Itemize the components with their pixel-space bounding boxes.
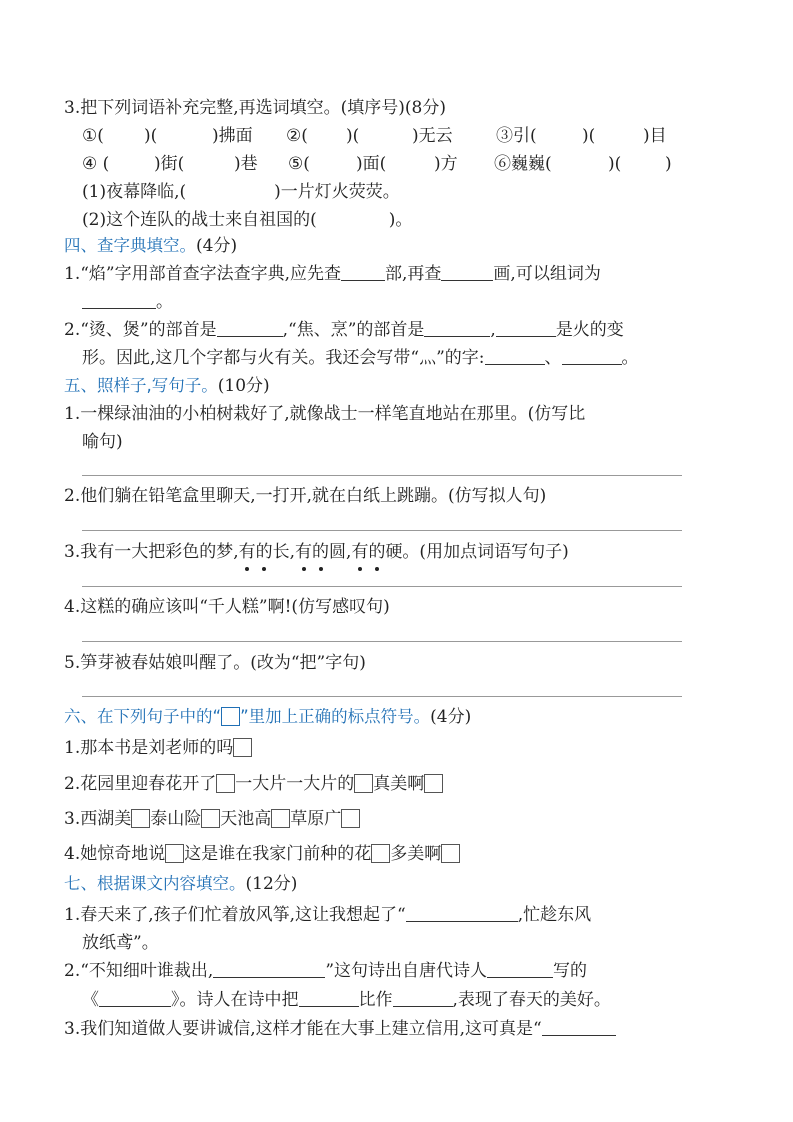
s5-question-1-cont: 喻句) xyxy=(82,432,123,452)
q3-row2-cell: )巷 xyxy=(234,154,258,174)
answer-blank[interactable] xyxy=(341,263,385,281)
punctuation-box[interactable] xyxy=(424,774,443,793)
q3-sentence-2: (2)这个连队的战士来自祖国的( )。 xyxy=(82,210,413,230)
q3-row1-cell: ③引( xyxy=(496,126,537,146)
answer-blank[interactable] xyxy=(393,989,453,1007)
answer-line[interactable] xyxy=(82,475,682,476)
s5-question-5: 5.笋芽被春姑娘叫醒了。(改为“把”字句) xyxy=(64,653,366,673)
q3-title: 3.把下列词语补充完整,再选词填空。(填序号)(8分) xyxy=(64,98,446,118)
section-4-title: 四、查字典填空。(4分) xyxy=(64,236,238,256)
q3-row1-cell: )( xyxy=(144,126,158,146)
answer-blank[interactable] xyxy=(441,263,493,281)
q3-row1-cell: )拂面 xyxy=(212,126,253,146)
answer-blank[interactable] xyxy=(542,1018,616,1036)
q3-row2-cell: ④ ( xyxy=(82,154,110,174)
q3-row1-cell: ②( xyxy=(286,126,308,146)
s6-question-4: 4.她惊奇地说 这是谁在我家门前种的花 多美啊 xyxy=(64,842,460,866)
emphasis-char: 的 xyxy=(255,542,273,562)
answer-blank[interactable] xyxy=(406,904,518,922)
answer-blank[interactable] xyxy=(562,347,622,365)
answer-blank[interactable] xyxy=(213,960,325,978)
s6-question-1: 1.那本书是刘老师的吗 xyxy=(64,736,252,760)
s7-question-1-cont: 放纸鸢”。 xyxy=(82,933,159,953)
q3-row2-cell: ⑥巍巍( xyxy=(494,154,552,174)
s7-question-2: 2.“不知细叶谁裁出, ”这句诗出自唐代诗人 写的 xyxy=(64,961,588,981)
answer-blank[interactable] xyxy=(485,347,545,365)
q3-row2-cell: )街( xyxy=(154,154,185,174)
s7-question-1: 1.春天来了,孩子们忙着放风筝,这让我想起了“ ,忙趁东风 xyxy=(64,905,592,925)
s4-question-2-cont: 形。因此,这几个字都与火有关。我还会写带“灬”的字: 、 。 xyxy=(82,348,639,368)
punctuation-box[interactable] xyxy=(201,809,220,828)
emphasis-char: 的 xyxy=(312,542,330,562)
q3-row1-cell: )目 xyxy=(643,126,667,146)
s5-question-1: 1.一棵绿油油的小柏树栽好了,就像战士一样笔直地站在那里。(仿写比 xyxy=(64,404,586,424)
s6-question-2: 2.花园里迎春花开了 一大片一大片的 真美啊 xyxy=(64,772,443,796)
punctuation-box[interactable] xyxy=(441,844,460,863)
s6-question-3: 3.西湖美 泰山险 天池高 草原广 xyxy=(64,807,360,831)
punctuation-box[interactable] xyxy=(371,844,390,863)
answer-blank[interactable] xyxy=(82,291,156,309)
q3-row1-cell: )( xyxy=(346,126,360,146)
section-5-title: 五、照样子,写句子。(10分) xyxy=(64,376,270,396)
s5-question-3: 3.我有一大把彩色的梦,有的长,有的圆,有的硬。(用加点词语写句子) xyxy=(64,542,569,562)
q3-row2-cell: ⑤( xyxy=(288,154,310,174)
punctuation-box[interactable] xyxy=(165,844,184,863)
answer-line[interactable] xyxy=(82,586,682,587)
q3-sentence-1: (1)夜幕降临,( )一片灯火荧荧。 xyxy=(82,182,400,202)
punctuation-box[interactable] xyxy=(216,774,235,793)
answer-blank[interactable] xyxy=(424,319,490,337)
q3-row1-cell: ①( xyxy=(82,126,104,146)
punctuation-box[interactable] xyxy=(131,809,150,828)
emphasis-char: 有 xyxy=(295,542,313,562)
emphasis-char: 有 xyxy=(238,542,256,562)
section-6-title: 六、在下列句子中的“ ”里加上正确的标点符号。(4分) xyxy=(64,707,472,727)
answer-line[interactable] xyxy=(82,641,682,642)
answer-blank[interactable] xyxy=(299,989,359,1007)
punctuation-box-icon xyxy=(221,707,240,726)
s7-question-2-cont: 《 》。诗人在诗中把 比作 ,表现了春天的美好。 xyxy=(82,990,611,1010)
s5-question-4: 4.这糕的确应该叫“千人糕”啊!(仿写感叹句) xyxy=(64,597,390,617)
s4-question-1-cont: 。 xyxy=(82,290,173,314)
emphasis-char: 的 xyxy=(368,542,386,562)
q3-row2-cell: )方 xyxy=(434,154,458,174)
answer-line[interactable] xyxy=(82,696,682,697)
punctuation-box[interactable] xyxy=(271,809,290,828)
answer-blank[interactable] xyxy=(217,319,283,337)
q3-row1-cell: )无云 xyxy=(412,126,453,146)
punctuation-box[interactable] xyxy=(233,738,252,757)
answer-line[interactable] xyxy=(82,530,682,531)
punctuation-box[interactable] xyxy=(354,774,373,793)
section-7-title: 七、根据课文内容填空。(12分) xyxy=(64,874,298,894)
punctuation-box[interactable] xyxy=(341,809,360,828)
emphasis-char: 有 xyxy=(351,542,369,562)
q3-row2-cell: )面( xyxy=(356,154,387,174)
s4-question-2: 2.“烫、煲”的部首是 ,“焦、烹”的部首是 , 是火的变 xyxy=(64,320,624,340)
s7-question-3: 3.我们知道做人要讲诚信,这样才能在大事上建立信用,这可真是“ xyxy=(64,1017,616,1041)
answer-blank[interactable] xyxy=(487,960,553,978)
q3-row2-cell: ) xyxy=(665,154,672,174)
answer-blank[interactable] xyxy=(99,989,171,1007)
q3-row1-cell: )( xyxy=(582,126,596,146)
s5-question-2: 2.他们躺在铅笔盒里聊天,一打开,就在白纸上跳蹦。(仿写拟人句) xyxy=(64,486,547,506)
s4-question-1: 1.“焰”字用部首查字法查字典,应先查 部,再查 画,可以组词为 xyxy=(64,264,601,284)
answer-blank[interactable] xyxy=(496,319,556,337)
q3-row2-cell: )( xyxy=(608,154,622,174)
